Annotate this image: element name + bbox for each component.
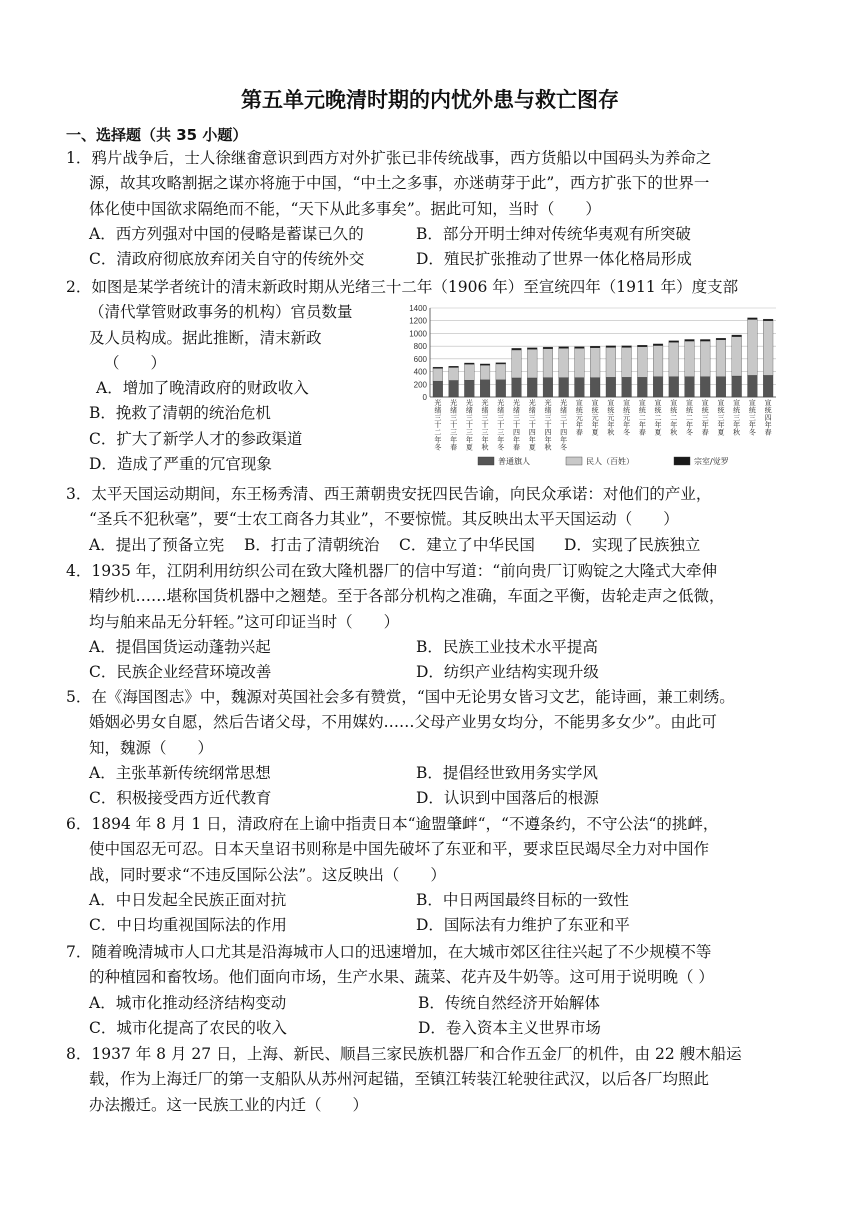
option-d[interactable]: D．认识到中国落后的根源 bbox=[416, 789, 599, 808]
question-text: “圣兵不犯秋毫”，要“士农工商各力其业”，不要惊慌。其反映出太平天国运动（ ） bbox=[89, 510, 679, 529]
legend-swatch bbox=[478, 457, 494, 465]
option-c[interactable]: C．建立了中华民国 bbox=[399, 535, 535, 554]
bar-segment bbox=[464, 363, 474, 364]
staff-bar-chart bbox=[400, 302, 780, 470]
bar-segment bbox=[622, 346, 632, 348]
question-text: 7．随着晚清城市人口尤其是沿海城市人口的迅速增加，在大城市郊区往往兴起了不少规模不等 bbox=[66, 943, 712, 961]
x-tick-label: 宣统元年冬 bbox=[623, 399, 631, 437]
question-3 bbox=[66, 482, 796, 558]
x-tick-label: 宣统三年春 bbox=[701, 399, 709, 437]
section-heading: 一、选择题（共 35 小题） bbox=[66, 126, 248, 144]
question-text: 及人员构成。据此推断，清末新政 bbox=[89, 328, 322, 347]
bar-segment bbox=[700, 341, 710, 377]
x-tick-label: 光绪三十三年春 bbox=[450, 399, 458, 452]
bar-segment bbox=[637, 345, 647, 347]
bar-segment bbox=[716, 338, 726, 340]
bar-segment bbox=[685, 339, 695, 341]
bar-segment bbox=[622, 377, 632, 397]
bar-segment bbox=[496, 363, 506, 364]
y-tick-label: 1000 bbox=[409, 329, 427, 339]
bar-segment bbox=[590, 348, 600, 378]
option-c[interactable]: C．民族企业经营环境改善 bbox=[89, 663, 272, 682]
bar-segment bbox=[637, 377, 647, 397]
bar-segment bbox=[748, 375, 758, 397]
option-c[interactable]: C．清政府彻底放弃闭关自守的传统外交 bbox=[89, 250, 365, 269]
x-tick-label: 宣统三年秋 bbox=[733, 399, 741, 437]
option-a[interactable]: A．西方列强对中国的侵略是蓄谋已久的 bbox=[89, 224, 364, 243]
bar-segment bbox=[763, 319, 773, 321]
option-c[interactable]: C．扩大了新学人才的参政渠道 bbox=[89, 429, 303, 448]
option-b[interactable]: B．挽救了清朝的统治危机 bbox=[89, 404, 271, 423]
bar-segment bbox=[496, 364, 506, 380]
question-7 bbox=[66, 940, 796, 1041]
question-text: 体化使中国欲求隔绝而不能，“天下从此多事矣”。据此可知，当时（ ） bbox=[89, 199, 601, 218]
bar-segment bbox=[606, 347, 616, 377]
question-text: 1．鸦片战争后，士人徐继畬意识到西方对外扩张已非传统战事，西方货船以中国码头为养命之 bbox=[66, 149, 712, 167]
x-tick-label: 宣统元年春 bbox=[575, 399, 583, 437]
option-a[interactable]: A．中日发起全民族正面对抗 bbox=[89, 890, 287, 909]
question-text: （清代掌管财政事务的机构）官员数量 bbox=[89, 303, 353, 322]
x-tick-label: 宣统二年秋 bbox=[670, 399, 678, 437]
question-text: 婚姻必男女自愿，然后告诸父母，不用媒妁……父母产业男女均分，不能男多女少”。由此可 bbox=[89, 713, 717, 732]
x-tick-label: 光绪三十四年秋 bbox=[544, 399, 552, 452]
bar-segment bbox=[543, 378, 553, 397]
x-tick-label: 光绪三十二年冬 bbox=[434, 399, 442, 452]
bar-segment bbox=[575, 378, 585, 397]
option-a[interactable]: A．提出了预备立宪 bbox=[89, 535, 225, 554]
question-text: 使中国忍无可忍。日本天皇诏书则称是中国先破坏了东亚和平，要求臣民竭尽全力对中国作 bbox=[89, 840, 710, 859]
legend-label: 民人（百姓） bbox=[586, 457, 634, 466]
y-tick-label: 0 bbox=[422, 393, 427, 402]
bar-segment bbox=[559, 347, 569, 349]
bar-segment bbox=[763, 375, 773, 397]
question-text: 源，故其攻略割据之谋亦将施于中国，“中土之多事，亦迷萌芽于此”，西方扩张下的世界一 bbox=[89, 174, 710, 193]
question-text: 战，同时要求“不违反国际公法”。这反映出（ ） bbox=[89, 865, 446, 884]
x-tick-label: 光绪三十三年秋 bbox=[481, 399, 489, 452]
y-tick-label: 400 bbox=[413, 367, 427, 377]
bar-segment bbox=[464, 380, 474, 397]
bar-segment bbox=[464, 364, 474, 380]
bar-segment bbox=[496, 380, 506, 397]
legend-label: 宗室/觉罗 bbox=[694, 457, 729, 466]
bar-segment bbox=[732, 337, 742, 376]
question-5 bbox=[66, 685, 796, 811]
bar-segment bbox=[653, 377, 663, 397]
legend-label: 普通旗人 bbox=[498, 457, 530, 466]
y-tick-label: 1200 bbox=[409, 316, 427, 326]
option-d[interactable]: D．国际法有力维护了东亚和平 bbox=[416, 916, 630, 935]
question-text: 4．1935 年，江阴利用纺织公司在致大隆机器厂的信中写道：“前向贵厂订购锭之大隆式大牵伸 bbox=[66, 562, 718, 580]
option-b[interactable]: B．传统自然经济开始解体 bbox=[418, 993, 600, 1012]
bar-segment bbox=[732, 335, 742, 337]
option-c[interactable]: C．积极接受西方近代教育 bbox=[89, 789, 272, 808]
question-text: 2．如图是某学者统计的清末新政时期从光绪三十二年（1906 年）至宣统四年（1911 年）度支部 bbox=[66, 278, 739, 296]
bar-segment bbox=[653, 346, 663, 377]
bar-segment bbox=[480, 380, 490, 397]
bar-segment bbox=[527, 378, 537, 397]
x-tick-label: 光绪三十四年夏 bbox=[528, 399, 536, 452]
option-d[interactable]: D．造成了严重的冗官现象 bbox=[89, 455, 272, 474]
bar-segment bbox=[512, 378, 522, 397]
bar-segment bbox=[449, 367, 459, 380]
bar-segment bbox=[433, 381, 443, 397]
question-8 bbox=[66, 1042, 796, 1118]
x-tick-label: 光绪三十三年冬 bbox=[497, 399, 505, 452]
bar-segment bbox=[433, 368, 443, 381]
option-a[interactable]: A．增加了晚清政府的财政收入 bbox=[96, 379, 309, 398]
bar-segment bbox=[653, 344, 663, 346]
y-tick-label: 800 bbox=[413, 342, 427, 352]
bar-segment bbox=[575, 348, 585, 377]
question-4 bbox=[66, 559, 796, 685]
bar-segment bbox=[669, 341, 679, 343]
question-text: 的种植园和畜牧场。他们面向市场，生产水果、蔬菜、花卉及牛奶等。这可用于说明晚（ ） bbox=[89, 968, 714, 987]
bar-segment bbox=[700, 339, 710, 341]
bar-segment bbox=[449, 380, 459, 397]
bar-segment bbox=[527, 348, 537, 350]
option-d[interactable]: D．实现了民族独立 bbox=[564, 535, 701, 554]
bar-segment bbox=[512, 348, 522, 350]
bar-segment bbox=[512, 350, 522, 378]
question-text: 3．太平天国运动期间，东王杨秀清、西王萧朝贵安抚四民告谕，向民众承诺：对他们的产业， bbox=[66, 485, 712, 503]
question-text: 载，作为上海迁厂的第一支船队从苏州河起锚，至镇江转装江轮驶往武汉，以后各厂均照此 bbox=[89, 1070, 710, 1089]
bar-segment bbox=[543, 349, 553, 378]
x-tick-label: 宣统三年夏 bbox=[717, 399, 725, 437]
x-tick-label: 宣统二年夏 bbox=[654, 399, 662, 437]
y-tick-label: 600 bbox=[413, 354, 427, 364]
bar-segment bbox=[716, 377, 726, 397]
x-tick-label: 宣统二年春 bbox=[638, 399, 646, 437]
bar-segment bbox=[543, 347, 553, 349]
bar-segment bbox=[575, 347, 585, 349]
bar-segment bbox=[480, 364, 490, 365]
bar-segment bbox=[449, 366, 459, 367]
x-tick-label: 宣统四年春 bbox=[764, 399, 772, 437]
x-tick-label: 光绪三十四年春 bbox=[513, 399, 520, 452]
bar-segment bbox=[669, 342, 679, 376]
option-b[interactable]: B．部分开明士绅对传统华夷观有所突破 bbox=[416, 224, 691, 243]
option-a[interactable]: A．提倡国货运动蓬勃兴起 bbox=[89, 637, 271, 656]
question-text: 8．1937 年 8 月 27 日，上海、新民、顺昌三家民族机器厂和合作五金厂的机件，由 22 艘木船运 bbox=[66, 1045, 742, 1063]
bar-segment bbox=[685, 341, 695, 377]
bar-segment bbox=[590, 378, 600, 397]
bar-segment bbox=[637, 347, 647, 378]
bar-segment bbox=[590, 346, 600, 348]
bar-segment bbox=[480, 365, 490, 380]
x-tick-label: 宣统二年冬 bbox=[686, 399, 693, 437]
question-text: 办法搬迁。这一民族工业的内迁（ ） bbox=[89, 1095, 369, 1114]
x-tick-label: 光绪三十三年夏 bbox=[465, 399, 473, 452]
bar-segment bbox=[748, 319, 758, 375]
bar-segment bbox=[669, 377, 679, 397]
bar-segment bbox=[559, 348, 569, 377]
y-tick-label: 200 bbox=[413, 380, 427, 390]
option-b[interactable]: B．提倡经世致用务实学风 bbox=[416, 763, 598, 782]
option-a[interactable]: A．主张革新传统纲常思想 bbox=[89, 763, 271, 782]
question-text: 6．1894 年 8 月 1 日，清政府在上谕中指责日本“逾盟肇衅“，“不遵条约，不守公法“的挑衅， bbox=[66, 815, 719, 833]
option-c[interactable]: C．城市化提高了农民的收入 bbox=[89, 1018, 287, 1037]
bar-segment bbox=[700, 377, 710, 397]
question-text: （ ） bbox=[104, 353, 167, 372]
legend-swatch bbox=[566, 457, 582, 465]
bar-segment bbox=[748, 318, 758, 320]
bar-segment bbox=[606, 377, 616, 397]
x-tick-label: 光绪三十四年冬 bbox=[560, 399, 568, 452]
x-tick-label: 宣统元年秋 bbox=[607, 399, 615, 437]
option-b[interactable]: B．民族工业技术水平提高 bbox=[416, 637, 598, 656]
y-tick-label: 1400 bbox=[409, 304, 427, 313]
bar-segment bbox=[559, 378, 569, 397]
option-d[interactable]: D．殖民扩张推动了世界一体化格局形成 bbox=[416, 250, 692, 269]
question-text: 均与舶来品无分轩轾。”这可印证当时（ ） bbox=[89, 612, 400, 631]
x-tick-label: 宣统元年夏 bbox=[591, 399, 599, 437]
legend-swatch bbox=[674, 457, 690, 465]
bar-segment bbox=[433, 367, 443, 368]
question-1 bbox=[66, 146, 796, 272]
option-a[interactable]: A．城市化推动经济结构变动 bbox=[89, 993, 287, 1012]
option-d[interactable]: D．纺织产业结构实现升级 bbox=[416, 663, 599, 682]
bar-segment bbox=[606, 346, 616, 348]
page-title: 第五单元晚清时期的内忧外患与救亡图存 bbox=[241, 88, 619, 112]
bar-segment bbox=[685, 377, 695, 397]
option-b[interactable]: B．打击了清朝统治 bbox=[244, 535, 380, 554]
question-text: 5．在《海国图志》中，魏源对英国社会多有赞赏，“国中无论男女皆习文艺，能诗画，兼工刺绣。 bbox=[66, 688, 735, 706]
question-text: 知，魏源（ ） bbox=[89, 738, 214, 757]
bar-segment bbox=[527, 349, 537, 378]
bar-segment bbox=[716, 340, 726, 377]
bar-segment bbox=[732, 376, 742, 397]
option-c[interactable]: C．中日均重视国际法的作用 bbox=[89, 916, 287, 935]
bar-segment bbox=[622, 347, 632, 377]
option-b[interactable]: B．中日两国最终目标的一致性 bbox=[416, 890, 629, 909]
option-d[interactable]: D．卷入资本主义世界市场 bbox=[418, 1018, 601, 1037]
x-tick-label: 宣统三年冬 bbox=[748, 399, 756, 437]
bar-segment bbox=[763, 321, 773, 376]
question-6 bbox=[66, 812, 796, 938]
question-text: 精纱机……堪称国货机器中之翘楚。至于各部分机构之准确，车面之平衡，齿轮走声之低微， bbox=[89, 587, 725, 606]
